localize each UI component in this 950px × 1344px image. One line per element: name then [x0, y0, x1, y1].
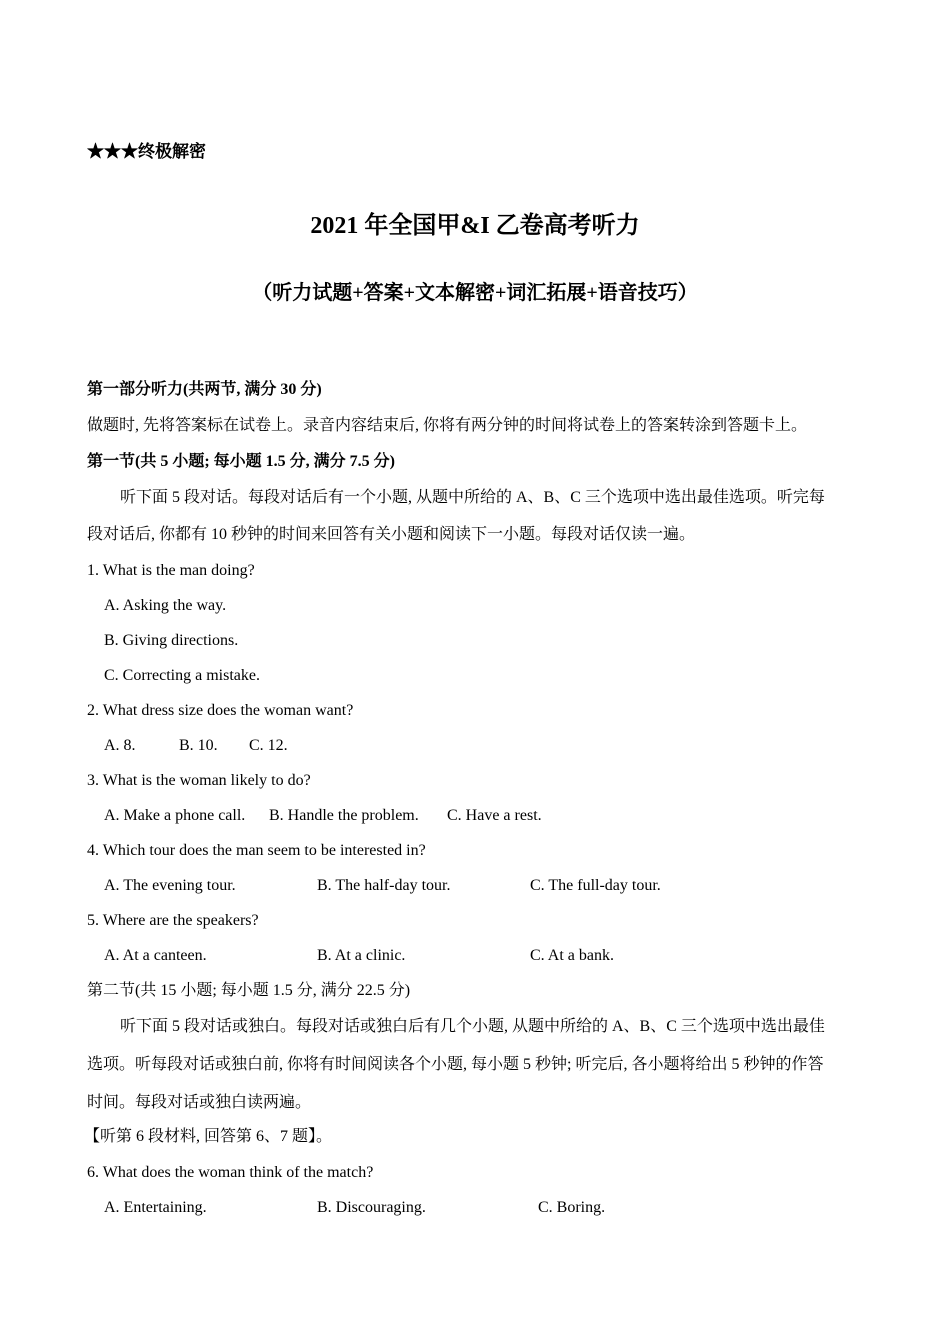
q2-option-b: B. 10.	[179, 737, 218, 754]
q1-option-a: A. Asking the way.	[104, 597, 227, 614]
question-2: 2. What dress size does the woman want?	[87, 702, 354, 719]
q6-option-c: C. Boring.	[538, 1199, 606, 1216]
section2-intro-line1: 听下面 5 段对话或独白。每段对话或独白后有几个小题, 从题中所给的 A、B、C 三个选项中选出最佳	[120, 1018, 825, 1035]
question-5: 5. Where are the speakers?	[87, 912, 259, 929]
q3-option-a: A. Make a phone call.	[104, 807, 246, 824]
question-4: 4. Which tour does the man seem to be interested in?	[87, 842, 426, 859]
q1-option-c: C. Correcting a mistake.	[104, 667, 260, 684]
q2-option-a: A. 8.	[104, 737, 136, 754]
part1-heading: 第一部分听力(共两节, 满分 30 分)	[87, 381, 322, 398]
q5-option-a: A. At a canteen.	[104, 947, 207, 964]
header-tag: ★★★终极解密	[87, 142, 206, 161]
part1-instruction: 做题时, 先将答案标在试卷上。录音内容结束后, 你将有两分钟的时间将试卷上的答案转涂到答题卡上。	[87, 417, 808, 434]
section2-heading: 第二节(共 15 小题; 每小题 1.5 分, 满分 22.5 分)	[87, 982, 411, 999]
q3-option-b: B. Handle the problem.	[269, 807, 419, 824]
section1-intro-line2: 段对话后, 你都有 10 秒钟的时间来回答有关小题和阅读下一小题。每段对话仅读一遍。	[87, 526, 696, 543]
document-subtitle: （听力试题+答案+文本解密+词汇拓展+语音技巧）	[252, 282, 698, 304]
q3-option-c: C. Have a rest.	[447, 807, 542, 824]
q4-option-c: C. The full-day tour.	[530, 877, 661, 894]
material-6-label: 【听第 6 段材料, 回答第 6、7 题】。	[84, 1128, 333, 1145]
q6-option-a: A. Entertaining.	[104, 1199, 207, 1216]
q4-option-a: A. The evening tour.	[104, 877, 236, 894]
q1-option-b: B. Giving directions.	[104, 632, 239, 649]
question-3: 3. What is the woman likely to do?	[87, 772, 311, 789]
question-6: 6. What does the woman think of the match?	[87, 1164, 374, 1181]
section2-intro-line3: 时间。每段对话或独白读两遍。	[87, 1094, 312, 1111]
section1-intro-line1: 听下面 5 段对话。每段对话后有一个小题, 从题中所给的 A、B、C 三个选项中选出最佳选项。听完每	[120, 489, 825, 506]
q5-option-c: C. At a bank.	[530, 947, 614, 964]
q5-option-b: B. At a clinic.	[317, 947, 406, 964]
q4-option-b: B. The half-day tour.	[317, 877, 451, 894]
q6-option-b: B. Discouraging.	[317, 1199, 426, 1216]
q2-option-c: C. 12.	[249, 737, 288, 754]
document-title: 2021 年全国甲&I 乙卷高考听力	[310, 213, 640, 239]
question-1: 1. What is the man doing?	[87, 562, 255, 579]
section1-heading: 第一节(共 5 小题; 每小题 1.5 分, 满分 7.5 分)	[87, 453, 395, 470]
section2-intro-line2: 选项。听每段对话或独白前, 你将有时间阅读各个小题, 每小题 5 秒钟; 听完后, 各小题将给出 5 秒钟的作答	[87, 1056, 824, 1073]
